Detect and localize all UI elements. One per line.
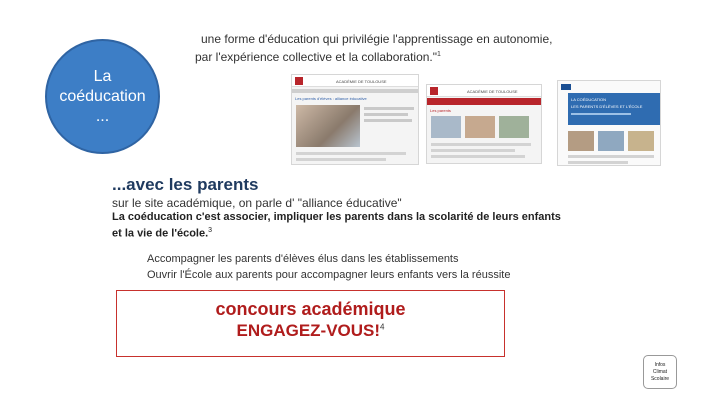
contest-slogan: ENGAGEZ-VOUS!: [236, 321, 381, 340]
screenshot-header: ACADÉMIE DE TOULOUSE: [467, 89, 518, 94]
contest-slogan-row: [117, 321, 504, 341]
photo-image: [568, 131, 594, 151]
action-item: Ouvrir l'École aux parents pour accompagner leurs enfants vers la réussite: [147, 269, 511, 281]
photo-image: [628, 131, 654, 151]
text-block: [364, 113, 408, 116]
website-screenshot-2: [426, 84, 542, 164]
text-block: [431, 149, 515, 152]
text-block: [568, 155, 654, 158]
logo-mark: [430, 87, 438, 95]
screenshot-caption: LES PARENTS D'ÉLÈVES ET L'ÉCOLE: [571, 104, 643, 109]
coeducation-circle: [45, 39, 160, 154]
logo-mark: [561, 84, 571, 90]
photo-image: [431, 116, 461, 138]
text-block: [364, 107, 414, 110]
red-banner: [427, 98, 542, 105]
action-item: Accompagner les parents d'élèves élus dans les établissements: [147, 253, 459, 265]
parents-heading: ...avec les parents: [112, 175, 259, 194]
badge-line-3: Scolaire: [650, 376, 670, 382]
statement-line-2: et la vie de l'école.: [112, 227, 209, 240]
contest-title: concours académique: [215, 299, 406, 319]
nav-bar: [292, 89, 419, 93]
quote-text: [195, 31, 575, 65]
coeducation-statement: [112, 210, 572, 241]
website-screenshot-1: [291, 74, 419, 165]
circle-line-3: ...: [95, 107, 110, 125]
text-block: [568, 161, 628, 164]
contest-footnote: 4: [380, 322, 385, 332]
statement-line-1: La coéducation c'est associer, impliquer les parents dans la scolarité de leurs enfants: [112, 211, 561, 223]
text-block: [296, 158, 386, 161]
quote-line-1: une forme d'éducation qui privilégie l'apprentissage en autonomie,: [201, 32, 553, 46]
website-screenshot-3: [557, 80, 661, 166]
photo-image: [296, 105, 360, 147]
text-block: [571, 113, 631, 115]
badge-line-1: Infos: [654, 362, 666, 368]
parents-subtitle: sur le site académique, on parle d' "alliance éducative": [112, 196, 402, 210]
badge-line-2: Climat: [652, 369, 668, 375]
photo-image: [465, 116, 495, 138]
text-block: [431, 155, 525, 158]
text-block: [296, 152, 406, 155]
screenshot-header: ACADÉMIE DE TOULOUSE: [336, 79, 387, 84]
statement-footnote: 3: [208, 227, 213, 234]
screenshot-caption: Les parents d'élèves : alliance éducative: [295, 96, 367, 101]
text-block: [364, 119, 412, 122]
photo-image: [499, 116, 529, 138]
screenshot-header: LA COÉDUCATION: [571, 97, 607, 102]
logo-mark: [295, 77, 303, 85]
quote-footnote: 1: [437, 51, 441, 58]
screenshot-caption: Les parents: [430, 108, 451, 113]
contest-box: [116, 290, 505, 357]
photo-image: [598, 131, 624, 151]
circle-line-2: coéducation: [59, 87, 146, 105]
circle-line-1: La: [93, 67, 112, 85]
text-block: [431, 143, 531, 146]
climat-scolaire-badge: [643, 355, 677, 389]
action-list: [147, 251, 510, 283]
quote-line-2: par l'expérience collective et la collaboration.": [195, 50, 438, 64]
